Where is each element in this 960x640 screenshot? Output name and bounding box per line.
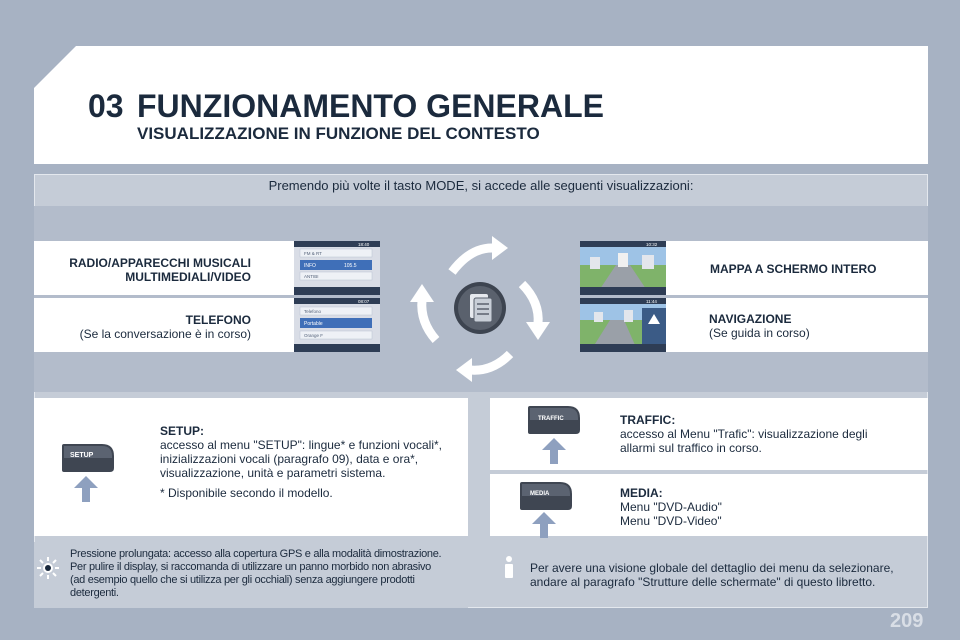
mode-map-title: MAPPA A SCHERMO INTERO <box>710 262 877 276</box>
note-left-line-4: detergenti. <box>70 587 119 599</box>
mode-phone-title: TELEFONO <box>185 313 251 327</box>
traffic-line-2: allarmi sul traffico in corso. <box>620 441 762 455</box>
up-arrow-icon <box>542 438 566 464</box>
phone-screen-thumbnail <box>294 298 380 352</box>
info-icon <box>498 555 520 579</box>
traffic-description <box>620 413 920 455</box>
note-left-line-2: Per pulire il display, si raccomanda di utilizzare un panno morbido non abrasivo <box>70 561 432 573</box>
mode-cycle-diagram <box>400 228 560 388</box>
note-right-line-2: andare al paragrafo "Strutture delle schermate" di questo libretto. <box>530 575 876 589</box>
setup-description <box>160 424 466 500</box>
up-arrow-icon <box>532 512 556 538</box>
note-left-text <box>70 548 466 600</box>
page-title: FUNZIONAMENTO GENERALE <box>137 88 604 124</box>
setup-line-1: accesso al menu "SETUP": lingue* e funzioni vocali*, <box>160 438 442 452</box>
mode-label-map <box>710 262 920 276</box>
note-right-line-1: Per avere una visione globale del dettaglio dei menu da selezionare, <box>530 561 894 575</box>
note-left-line-1: Pressione prolungata: accesso alla copertura GPS e alla modalità dimostrazione. <box>70 548 442 560</box>
radio-screen-time: 18:40 <box>358 242 370 247</box>
navigation-screen-thumbnail <box>580 298 666 352</box>
phone-screen-row1: Telefono <box>304 309 322 314</box>
setup-title: SETUP: <box>160 424 205 438</box>
setup-line-2: inizializzazioni vocali (paragrafo 09), data e ora*, <box>160 452 419 466</box>
setup-button[interactable]: SETUP <box>70 452 94 459</box>
header-corner-fold <box>34 46 76 88</box>
sun-icon <box>36 556 60 580</box>
setup-button-group <box>60 442 116 509</box>
curved-arrow-icon <box>410 284 436 340</box>
intro-text: Premendo più volte il tasto MODE, si accede alle seguenti visualizzazioni: <box>268 178 694 193</box>
media-line-2: Menu "DVD-Video" <box>620 514 722 528</box>
curved-arrow-icon <box>452 236 508 272</box>
curved-arrow-icon <box>456 354 510 382</box>
mode-nav-title: NAVIGAZIONE <box>709 312 792 326</box>
mode-button-icon <box>454 282 506 334</box>
mode-label-phone <box>40 313 251 341</box>
nav-screen-time: 11:44 <box>646 299 657 304</box>
radio-screen-thumbnail <box>294 241 380 295</box>
mode-label-radio <box>40 256 251 284</box>
map-screen-time: 10:32 <box>646 242 658 247</box>
phone-screen-row3: Orange F <box>304 333 324 338</box>
page-number: 209 <box>890 610 924 632</box>
radio-screen-row3: ANTIBI <box>304 274 319 279</box>
page-subtitle: VISUALIZZAZIONE IN FUNZIONE DEL CONTESTO <box>137 124 540 143</box>
note-left-line-3: (ad esempio quello che si utilizza per gli occhiali) senza aggiungere prodotti <box>70 574 415 586</box>
setup-line-3: visualizzazione, unità e parametri sistema. <box>160 466 386 480</box>
mode-label-nav <box>709 312 919 340</box>
media-button[interactable]: MEDIA <box>530 491 550 497</box>
phone-screen-row2: Portable <box>304 321 323 327</box>
note-right-text <box>530 561 922 589</box>
setup-footnote: * Disponibile secondo il modello. <box>160 486 333 500</box>
phone-screen-time: 08:07 <box>358 299 370 304</box>
chapter-number: 03 <box>88 88 124 124</box>
up-arrow-icon <box>74 476 98 502</box>
mode-phone-note: (Se la conversazione è in corso) <box>79 327 251 341</box>
mode-radio-title-line2: MULTIMEDIALI/VIDEO <box>125 270 251 284</box>
media-description <box>620 486 920 528</box>
mode-nav-note: (Se guida in corso) <box>709 326 810 340</box>
traffic-title: TRAFFIC: <box>620 413 676 427</box>
radio-screen-row2: INFO <box>304 263 316 269</box>
curved-arrow-icon <box>522 284 550 340</box>
map-screen-thumbnail <box>580 241 666 295</box>
media-title: MEDIA: <box>620 486 663 500</box>
radio-screen-row1: FM & RT <box>304 251 322 256</box>
traffic-button[interactable]: TRAFFIC <box>538 416 564 422</box>
mode-radio-title-line1: RADIO/APPARECCHI MUSICALI <box>69 256 251 270</box>
traffic-button-group <box>526 404 582 471</box>
traffic-line-1: accesso al Menu "Trafic": visualizzazione degli <box>620 427 868 441</box>
media-line-1: Menu "DVD-Audio" <box>620 500 722 514</box>
media-button-group <box>518 480 574 547</box>
radio-screen-frequency: 105.5 <box>344 263 357 269</box>
